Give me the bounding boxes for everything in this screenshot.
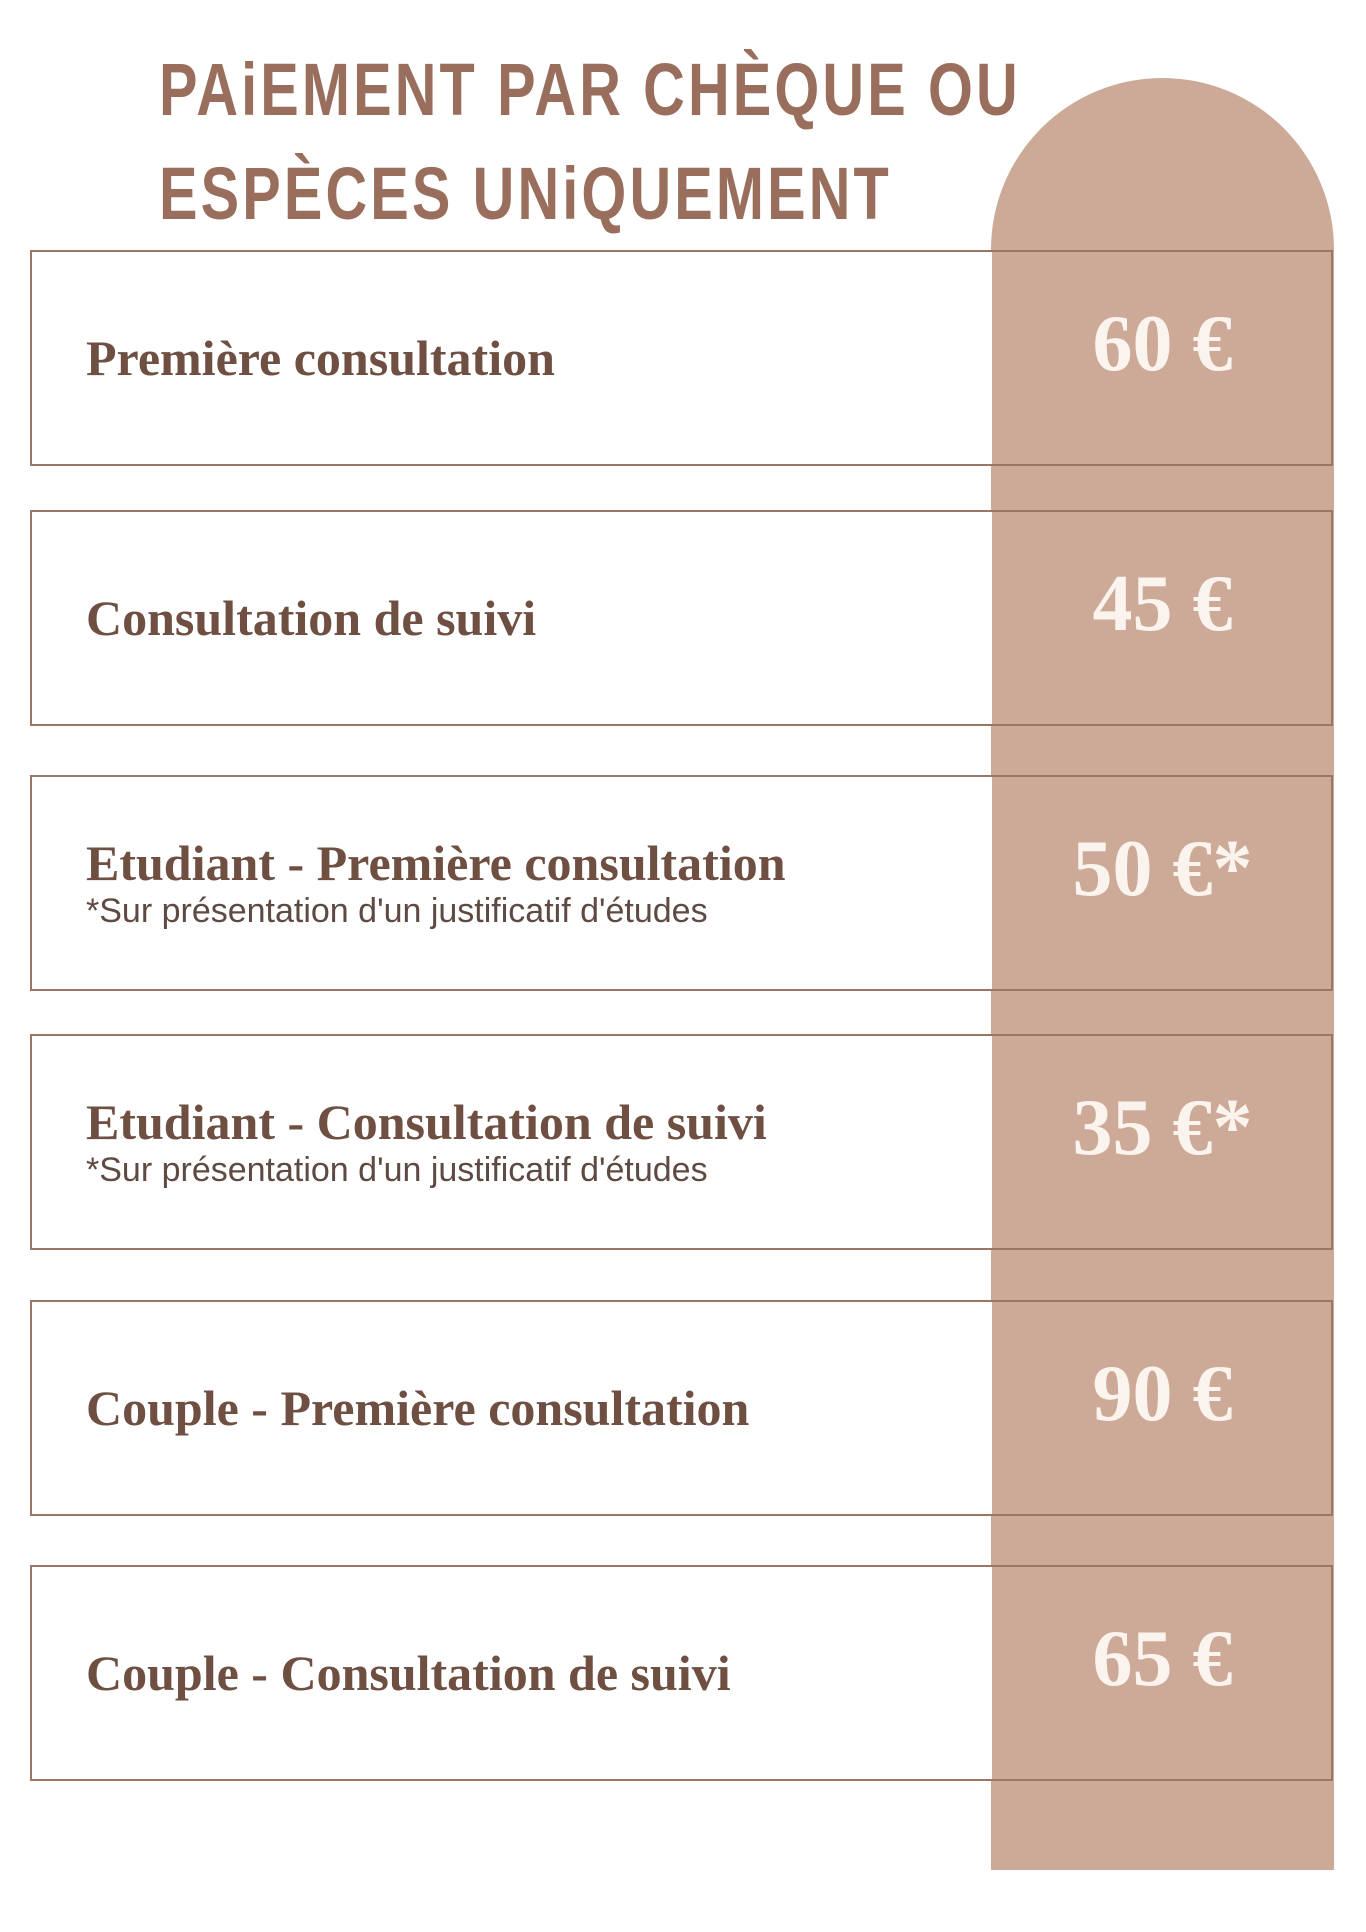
price-row-text: [32, 777, 992, 989]
price-row-text: [32, 1302, 992, 1514]
price-row-label: Première consultation: [86, 330, 555, 386]
price-value: 50 €*: [1072, 824, 1253, 913]
price-value: 60 €: [1092, 299, 1233, 388]
price-row-label: Consultation de suivi: [86, 590, 537, 646]
price-row-text: [32, 1036, 992, 1248]
price-row: [30, 1300, 1333, 1516]
price-row-label: Couple - Première consultation: [86, 1380, 750, 1436]
price-row-note: *Sur présentation d'un justificatif d'études: [86, 892, 708, 930]
price-row-label: Etudiant - Consultation de suivi: [86, 1094, 767, 1150]
price-row-text: [32, 1567, 992, 1779]
title-line-1: PAiEMENT PAR CHÈQUE OU: [159, 48, 1021, 131]
price-value: 35 €*: [1072, 1083, 1253, 1172]
price-row-label: Etudiant - Première consultation: [86, 835, 786, 891]
price-row-text: [32, 512, 992, 724]
title-line-2: ESPÈCES UNiQUEMENT: [159, 152, 892, 235]
price-row: [30, 1565, 1333, 1781]
price-row: [30, 250, 1333, 466]
price-row-label: Couple - Consultation de suivi: [86, 1645, 731, 1701]
price-row-note: *Sur présentation d'un justificatif d'études: [86, 1151, 708, 1189]
price-row-text: [32, 252, 992, 464]
price-row: [30, 1034, 1333, 1250]
price-row: [30, 775, 1333, 991]
price-value: 45 €: [1092, 559, 1233, 648]
price-value: 90 €: [1092, 1349, 1233, 1438]
price-row: [30, 510, 1333, 726]
price-value: 65 €: [1092, 1614, 1233, 1703]
